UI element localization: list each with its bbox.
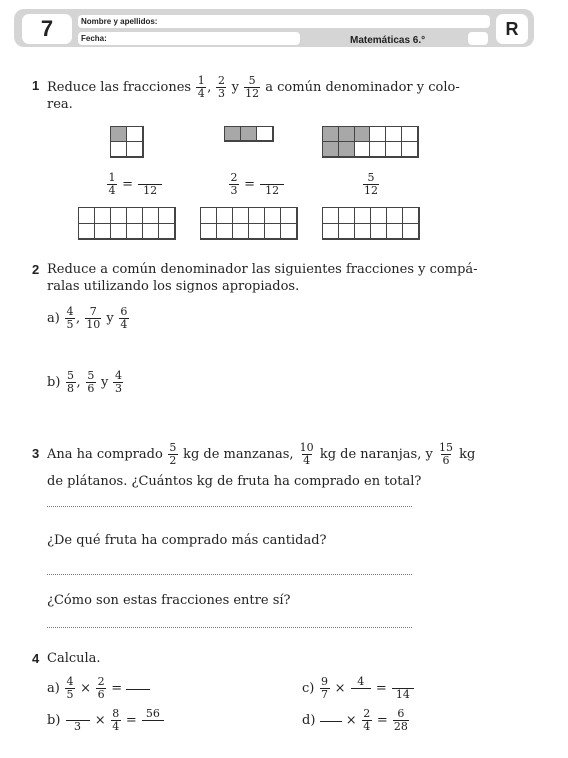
q1-grid-thirds: [224, 126, 274, 142]
q1-text-start: Reduce las fracciones: [47, 80, 192, 95]
q4-item-d: d) × $\frac{2}{4}$ = $\frac{6}{28}$: [302, 707, 408, 733]
q4-title: Calcula.: [47, 651, 101, 666]
q1-fraction-1: $\frac{1}{4}$: [197, 74, 205, 100]
q2-line2: ralas utilizando los signos apropiados.: [47, 279, 300, 294]
q1-fraction-3: $\frac{5}{12}$: [245, 74, 260, 100]
subject-label: Matemáticas 6.°: [350, 35, 426, 46]
q1-equation-3: $\frac{5}{12}$: [364, 171, 378, 197]
q3-question-3: ¿Cómo son estas fracciones entre sí?: [47, 593, 291, 608]
q1-answer-grid-3[interactable]: [322, 207, 420, 240]
worksheet-number: 7: [22, 14, 72, 44]
q1-answer-grid-1[interactable]: [78, 207, 176, 240]
q3-answer-line-3[interactable]: [47, 627, 412, 628]
name-field[interactable]: Nombre y apellidos:: [78, 15, 490, 28]
q1-equation-2: $\frac{2}{3}$ = 12: [228, 172, 285, 197]
q3-line2: de plátanos. ¿Cuántos kg de fruta ha comprado en total?: [47, 474, 422, 489]
level-badge: R: [496, 14, 528, 44]
q1-grid-quarters: [110, 126, 144, 158]
q4-item-c: c) $\frac{9}{7}$ × 4 = 14: [302, 676, 415, 701]
q3-number: 3: [32, 446, 40, 461]
q2-number: 2: [32, 262, 40, 277]
q3-answer-line-1[interactable]: [47, 506, 412, 507]
q1-grid-twelfths: [322, 126, 419, 158]
q4-number: 4: [32, 651, 40, 666]
q2-line1: Reduce a común denominador las siguientes fracciones y compá-: [47, 262, 478, 277]
q1-equation-1: $\frac{1}{4}$ = 12: [106, 172, 163, 197]
q3-answer-line-2[interactable]: [47, 574, 412, 575]
q3-line1: Ana ha comprado $\frac{5}{2}$ kg de manzanas, $\frac{10}{4}$ kg de naranjas, y $\frac{15}{6}$ kg: [47, 441, 476, 467]
q3-question-2: ¿De qué fruta ha comprado más cantidad?: [47, 533, 327, 548]
q4-item-b: b) 3 × $\frac{8}{4}$ = 56: [47, 708, 165, 733]
q1-text-end: a común denominador y colo-: [265, 80, 460, 95]
q1-fraction-2: $\frac{2}{3}$: [217, 74, 225, 100]
q4-item-a: a) $\frac{4}{5}$ × $\frac{2}{6}$ =: [47, 676, 150, 701]
date-field[interactable]: Fecha:: [78, 32, 300, 45]
q1-line2: rea.: [47, 97, 73, 112]
header-small-box: [468, 32, 488, 45]
q1-answer-grid-2[interactable]: [200, 207, 298, 240]
q2-item-b: b) $\frac{5}{8}$ , $\frac{5}{6}$ y $\frac{4}{3}$: [47, 369, 122, 395]
q2-item-a: a) $\frac{4}{5}$ , $\frac{7}{10}$ y $\frac{6}{4}$: [47, 305, 128, 331]
q1-number: 1: [32, 78, 40, 93]
q1-line1: Reduce las fracciones $\frac{1}{4}$ , $\frac{2}{3}$ y $\frac{5}{12}$ a común denominador y colo-: [47, 74, 460, 100]
